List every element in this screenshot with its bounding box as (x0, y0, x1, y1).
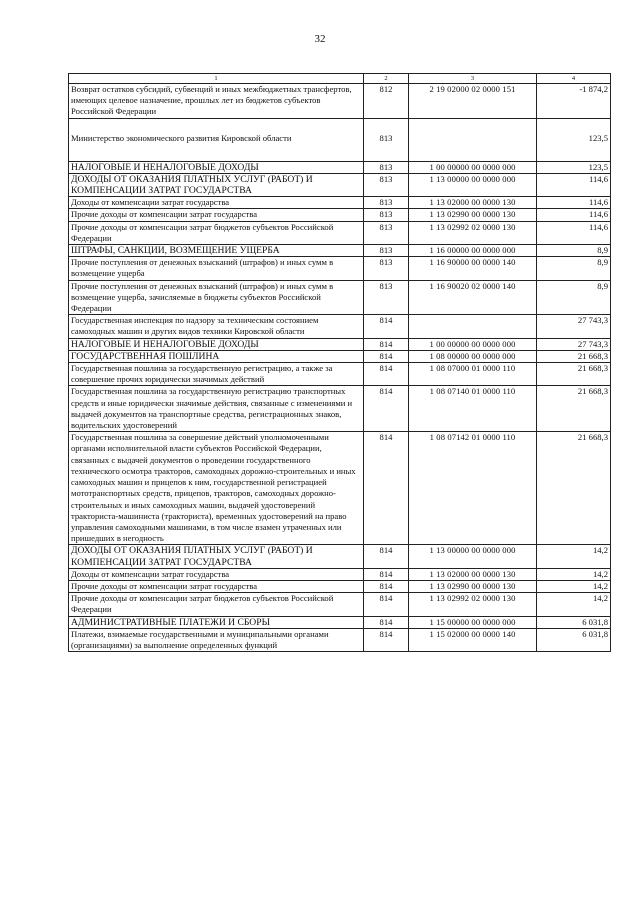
revenue-name: ДОХОДЫ ОТ ОКАЗАНИЯ ПЛАТНЫХ УСЛУГ (РАБОТ) И КОМПЕНСАЦИИ ЗАТРАТ ГОСУДАРСТВА (69, 173, 364, 196)
table-row (69, 616, 611, 628)
admin-code: 814 (364, 350, 409, 362)
admin-code: 814 (364, 580, 409, 592)
classification-code: 1 00 00000 00 0000 000 (409, 338, 537, 350)
admin-code: 813 (364, 245, 409, 257)
amount: 123,5 (537, 161, 611, 173)
classification-code: 1 16 90000 00 0000 140 (409, 257, 537, 280)
table-row (69, 173, 611, 196)
classification-code: 1 13 00000 00 0000 000 (409, 173, 537, 196)
classification-code: 1 08 07142 01 0000 110 (409, 432, 537, 545)
revenue-name: НАЛОГОВЫЕ И НЕНАЛОГОВЫЕ ДОХОДЫ (69, 338, 364, 350)
admin-code: 813 (364, 221, 409, 244)
amount: 21 668,3 (537, 386, 611, 432)
classification-code: 1 13 02000 00 0000 130 (409, 197, 537, 209)
amount: 6 031,8 (537, 628, 611, 651)
table-row (69, 84, 611, 119)
revenue-name: Прочие доходы от компенсации затрат государства (69, 209, 364, 221)
revenue-name: Прочие поступления от денежных взысканий (штрафов) и иных сумм в возмещение ущерба, зачисляемые в бюджеты субъектов Российской Федерации (69, 280, 364, 315)
revenue-name: Государственная пошлина за государственную регистрацию, а также за совершение прочих юридически значимых действий (69, 363, 364, 386)
amount: 21 668,3 (537, 363, 611, 386)
admin-code: 814 (364, 432, 409, 545)
table-row (69, 245, 611, 257)
amount: 114,6 (537, 221, 611, 244)
revenue-name: Прочие доходы от компенсации затрат государства (69, 580, 364, 592)
classification-code: 1 08 07000 01 0000 110 (409, 363, 537, 386)
amount: 123,5 (537, 118, 611, 161)
column-number-1: 1 (69, 74, 364, 84)
admin-code: 814 (364, 315, 409, 338)
amount: 114,6 (537, 197, 611, 209)
admin-code: 813 (364, 118, 409, 161)
table-row (69, 338, 611, 350)
revenue-name: Государственная пошлина за государственную регистрацию транспортных средств и иные юридически значимые действия, связанные с изменениями и выдачей документов на транспортные средства, регистрационных знаков, водительских удостоверений (69, 386, 364, 432)
column-number-3: 3 (409, 74, 537, 84)
admin-code: 813 (364, 257, 409, 280)
revenue-name: Платежи, взимаемые государственными и муниципальными органами (организациями) за выполнение определенных функций (69, 628, 364, 651)
table-row (69, 386, 611, 432)
amount: 14,2 (537, 568, 611, 580)
amount: 21 668,3 (537, 350, 611, 362)
classification-code (409, 118, 537, 161)
revenue-name: Доходы от компенсации затрат государства (69, 197, 364, 209)
admin-code: 814 (364, 593, 409, 616)
classification-code: 1 16 00000 00 0000 000 (409, 245, 537, 257)
table-row (69, 350, 611, 362)
revenue-name: Государственная пошлина за совершение действий уполномоченными органами исполнительной власти субъектов Российской Федерации, связанных с выдачей документов о проведении государственного технического осмотра тракторов, самоходных дорожно-строительных и иных самоходных машин и прицепов к ним, государственной регистрацией мототранспортных средств, прицепов, тракторов, самоходных дорожно-строительных и иных самоходных машин, выдачей удостоверений тракториста-машиниста (тракториста), временных удостоверений на право управления самоходными машинами, в том числе взамен утраченных или пришедших в негодность (69, 432, 364, 545)
admin-code: 814 (364, 568, 409, 580)
revenue-name: Прочие поступления от денежных взысканий (штрафов) и иных сумм в возмещение ущерба (69, 257, 364, 280)
classification-code: 2 19 02000 02 0000 151 (409, 84, 537, 119)
classification-code: 1 00 00000 00 0000 000 (409, 161, 537, 173)
admin-code: 813 (364, 280, 409, 315)
budget-revenue-table (68, 73, 611, 652)
revenue-name: АДМИНИСТРАТИВНЫЕ ПЛАТЕЖИ И СБОРЫ (69, 616, 364, 628)
classification-code: 1 13 02990 00 0000 130 (409, 580, 537, 592)
admin-code: 813 (364, 197, 409, 209)
classification-code: 1 08 07140 01 0000 110 (409, 386, 537, 432)
table-row (69, 593, 611, 616)
table-row (69, 161, 611, 173)
revenue-name: Государственная инспекция по надзору за техническим состоянием самоходных машин и других видов техники Кировской области (69, 315, 364, 338)
amount: 14,2 (537, 593, 611, 616)
table-row (69, 315, 611, 338)
revenue-name: ДОХОДЫ ОТ ОКАЗАНИЯ ПЛАТНЫХ УСЛУГ (РАБОТ) И КОМПЕНСАЦИИ ЗАТРАТ ГОСУДАРСТВА (69, 545, 364, 568)
table-row (69, 197, 611, 209)
column-number-header (69, 74, 611, 84)
table-row (69, 580, 611, 592)
classification-code: 1 13 02000 00 0000 130 (409, 568, 537, 580)
revenue-name: Возврат остатков субсидий, субвенций и иных межбюджетных трансфертов, имеющих целевое назначение, прошлых лет из бюджетов субъектов Российской Федерации (69, 84, 364, 119)
revenue-name: Прочие доходы от компенсации затрат бюджетов субъектов Российской Федерации (69, 593, 364, 616)
page-number: 32 (314, 33, 326, 45)
admin-code: 814 (364, 616, 409, 628)
admin-code: 813 (364, 173, 409, 196)
table-row (69, 209, 611, 221)
table-row (69, 363, 611, 386)
revenue-name: НАЛОГОВЫЕ И НЕНАЛОГОВЫЕ ДОХОДЫ (69, 161, 364, 173)
amount: 21 668,3 (537, 432, 611, 545)
amount: 27 743,3 (537, 315, 611, 338)
admin-code: 813 (364, 161, 409, 173)
amount: 114,6 (537, 209, 611, 221)
table-row (69, 432, 611, 545)
admin-code: 813 (364, 209, 409, 221)
table-row (69, 221, 611, 244)
admin-code: 814 (364, 363, 409, 386)
revenue-name: ГОСУДАРСТВЕННАЯ ПОШЛИНА (69, 350, 364, 362)
admin-code: 814 (364, 338, 409, 350)
classification-code: 1 13 02990 00 0000 130 (409, 209, 537, 221)
admin-code: 814 (364, 545, 409, 568)
classification-code: 1 13 02992 02 0000 130 (409, 221, 537, 244)
amount: 114,6 (537, 173, 611, 196)
table-row (69, 257, 611, 280)
classification-code: 1 15 02000 00 0000 140 (409, 628, 537, 651)
column-number-4: 4 (537, 74, 611, 84)
amount: 8,9 (537, 280, 611, 315)
revenue-name: Министерство экономического развития Кировской области (69, 118, 364, 161)
amount: -1 874,2 (537, 84, 611, 119)
amount: 14,2 (537, 580, 611, 592)
admin-code: 812 (364, 84, 409, 119)
classification-code (409, 315, 537, 338)
admin-code: 814 (364, 386, 409, 432)
classification-code: 1 13 02992 02 0000 130 (409, 593, 537, 616)
amount: 27 743,3 (537, 338, 611, 350)
classification-code: 1 15 00000 00 0000 000 (409, 616, 537, 628)
classification-code: 1 08 00000 00 0000 000 (409, 350, 537, 362)
revenue-name: Прочие доходы от компенсации затрат бюджетов субъектов Российской Федерации (69, 221, 364, 244)
table-row (69, 280, 611, 315)
admin-code: 814 (364, 628, 409, 651)
amount: 6 031,8 (537, 616, 611, 628)
amount: 8,9 (537, 257, 611, 280)
revenue-name: Доходы от компенсации затрат государства (69, 568, 364, 580)
classification-code: 1 13 00000 00 0000 000 (409, 545, 537, 568)
table-row (69, 118, 611, 161)
table-row (69, 628, 611, 651)
amount: 14,2 (537, 545, 611, 568)
column-number-2: 2 (364, 74, 409, 84)
revenue-name: ШТРАФЫ, САНКЦИИ, ВОЗМЕЩЕНИЕ УЩЕРБА (69, 245, 364, 257)
table-row (69, 568, 611, 580)
amount: 8,9 (537, 245, 611, 257)
classification-code: 1 16 90020 02 0000 140 (409, 280, 537, 315)
table-row (69, 545, 611, 568)
